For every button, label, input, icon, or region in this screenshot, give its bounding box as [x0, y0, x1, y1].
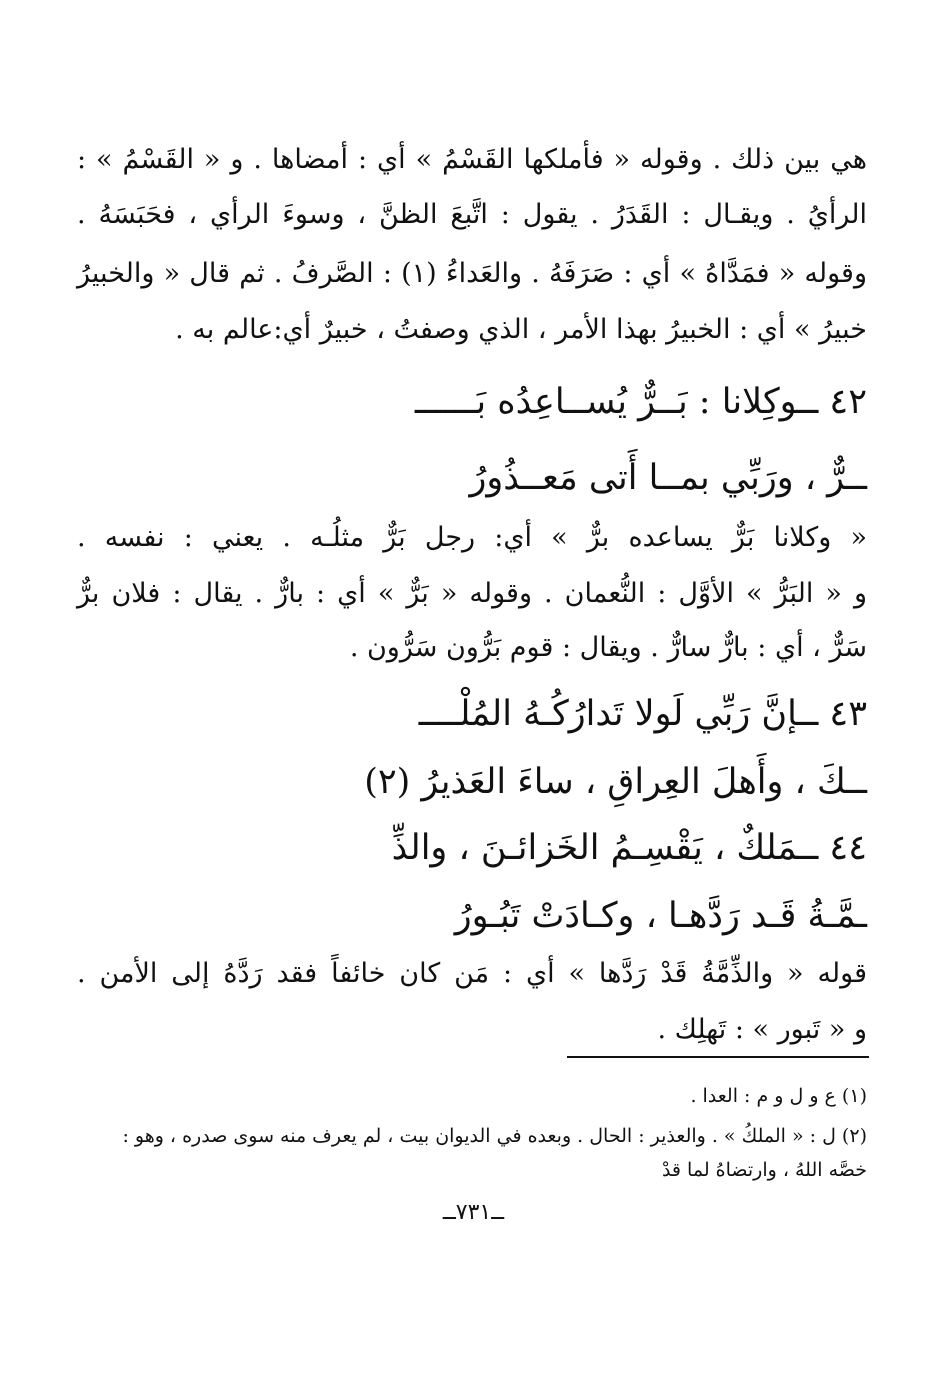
verse-43-first-half: ٤٣ ــإنَّ رَبِّي لَولا تَدارُكُـهُ المُلْــــ	[418, 694, 867, 734]
commentary-line: و « تَبور » : تَهلِك .	[657, 1014, 867, 1045]
verse-42-first-half: ٤٢ ــوكِلانا : بَــرٌّ يُســاعِدُه بَــــــ	[414, 382, 867, 422]
commentary-line: « وكلانا بَرٌّ يساعده برٌّ » أي: رجل بَرٌّ مثلُـه . يعني : نفسه .	[77, 522, 867, 553]
body-line: وقوله « فمَدَّاهُ » أي : صَرَفَهُ . والعَداءُ (١) : الصَّرفُ . ثم قال « والخبيرُ	[77, 258, 867, 289]
footnote: (١) ع و ل و م : العدا .	[690, 1085, 867, 1107]
verse-44-second-half: ـمَّـةُ قَـد رَدَّهـا ، وكـادَتْ تَبُـورُ	[454, 896, 867, 936]
footnote: (٢) ل : « الملكُ » . والعذير : الحال . وبعده في الديوان بيت ، لم يعرف منه سوى صدره ، وهو :	[122, 1125, 867, 1147]
commentary-line: قوله « والذِّمَّةُ قَدْ رَدَّها » أي : مَن كان خائفاً فقد رَدَّهُ إلى الأمن .	[77, 958, 867, 989]
commentary-line: و « البَرُّ » الأوَّل : النُّعمان . وقوله « بَرٌّ » أي : بارٌّ . يقال : فلان برٌّ	[77, 578, 867, 609]
page-number: ــ٧٣١ــ	[442, 1200, 505, 1225]
footnote-separator	[567, 1056, 869, 1058]
verse-42-second-half: ــرٌّ ، ورَبِّي بمــا أَتى مَعــذُورُ	[469, 458, 867, 498]
body-line: الرأيُ . ويقـال : القَدَرُ . يقول : اتَّبعَ الظنَّ ، وسوءَ الرأي ، فحَبَسَهُ .	[77, 199, 867, 230]
verse-44-first-half: ٤٤ ــمَلكٌ ، يَقْسِـمُ الخَزائـنَ ، والذِّ	[391, 828, 867, 868]
commentary-line: سَرٌّ ، أي : بارٌّ سارٌّ . ويقال : قوم بَرُّون سَرُّون .	[349, 632, 867, 663]
verse-43-second-half: ــكَ ، وأَهلَ العِراقِ ، ساءَ العَذيرُ (٢)	[364, 762, 867, 802]
body-line: خبيرُ » أي : الخبيرُ بهذا الأمر ، الذي وصفتُ ، خبيرٌ أي:عالم به .	[175, 314, 867, 345]
footnote: خصَّه اللهُ ، وارتضاهُ لما قدْ	[661, 1159, 867, 1181]
body-line: هي بين ذلك . وقوله « فأملكها القَسْمُ » أي : أمضاها . و « القَسْمُ » :	[77, 144, 867, 175]
